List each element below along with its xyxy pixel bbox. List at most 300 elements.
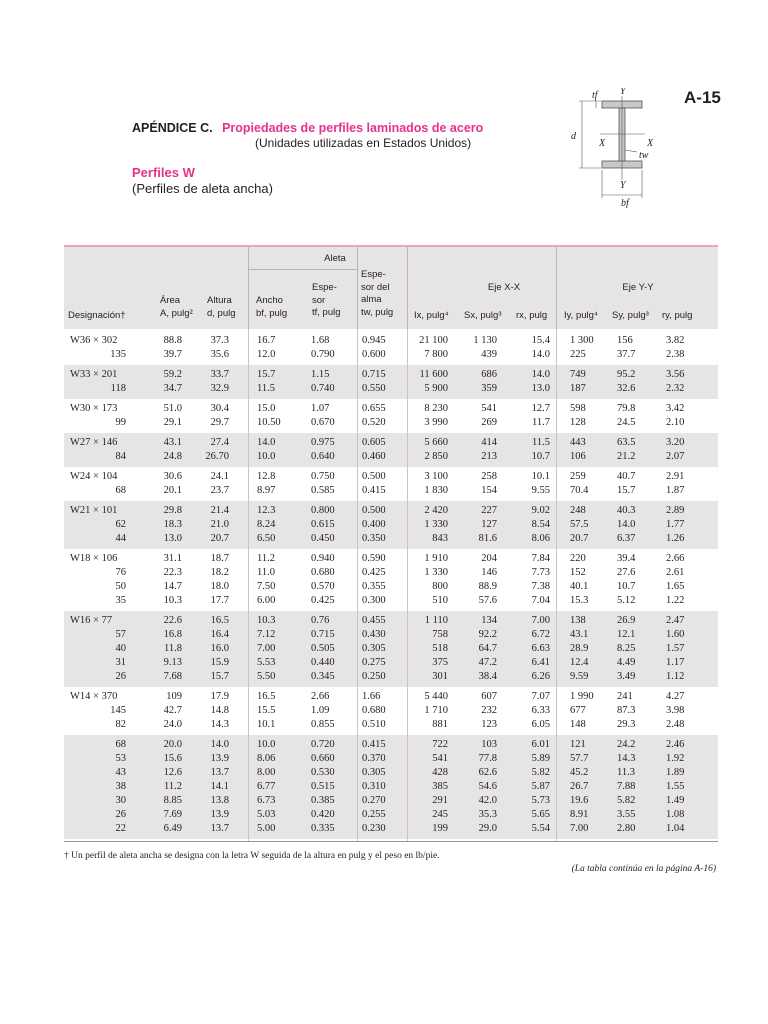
table-cell: 510 [432, 595, 448, 606]
header-altura: Altura d, pulg [207, 295, 236, 319]
table-cell: 2 420 [424, 505, 448, 516]
table-cell: 677 [570, 705, 586, 716]
table-cell: 11.3 [617, 767, 635, 778]
table-cell: 0.855 [311, 719, 335, 730]
designation-cell: 68 [115, 485, 126, 496]
table-cell: 14.0 [617, 519, 636, 530]
table-cell: 0.450 [311, 533, 335, 544]
table-cell: 5.82 [617, 795, 636, 806]
table-row [64, 436, 718, 450]
table-cell: 0.425 [311, 595, 335, 606]
table-cell: 3 100 [424, 471, 448, 482]
table-cell: 0.305 [362, 767, 386, 778]
table-row [64, 416, 718, 430]
aleta-rule [249, 269, 357, 270]
table-cell: 15.7 [257, 369, 276, 380]
table-cell: 0.550 [362, 383, 386, 394]
table-cell: 22.6 [163, 615, 182, 626]
table-cell: 0.945 [362, 335, 386, 346]
table-row [64, 766, 718, 780]
units-note: (Unidades utilizadas en Estados Unidos) [255, 136, 472, 150]
table-cell: 14.7 [163, 581, 182, 592]
header-designacion: Designación† [68, 310, 126, 321]
header-rx: rx, pulg [516, 310, 548, 321]
table-row [64, 368, 718, 382]
table-cell: 54.6 [478, 781, 497, 792]
table-cell: 14.3 [210, 719, 229, 730]
table-cell: 1.49 [666, 795, 685, 806]
table-cell: 1.15 [311, 369, 330, 380]
appendix-title: Propiedades de perfiles laminados de acero [222, 121, 484, 135]
table-row [64, 656, 718, 670]
table-cell: 88.8 [163, 335, 182, 346]
table-cell: 1 130 [473, 335, 497, 346]
table-row [64, 580, 718, 594]
table-cell: 0.975 [311, 437, 335, 448]
table-cell: 1 830 [424, 485, 448, 496]
table-cell: 0.715 [362, 369, 386, 380]
page-number: A-15 [684, 88, 721, 107]
table-cell: 1.22 [666, 595, 685, 606]
table-cell: 17.7 [210, 595, 229, 606]
table-cell: 1 330 [424, 567, 448, 578]
table-cell: 10.1 [257, 719, 276, 730]
table-cell: 40.1 [570, 581, 589, 592]
table-cell: 2.66 [666, 553, 685, 564]
table-cell: 843 [432, 533, 448, 544]
table-cell: 5.87 [531, 781, 550, 792]
table-cell: 64.7 [478, 643, 497, 654]
table-cell: 6.50 [257, 533, 276, 544]
table-cell: 14.0 [210, 739, 229, 750]
table-cell: 13.0 [163, 533, 182, 544]
table-cell: 4.27 [666, 691, 685, 702]
table-cell: 1.68 [311, 335, 330, 346]
row-group [64, 365, 718, 399]
row-group [64, 735, 718, 839]
table-cell: 6.73 [257, 795, 276, 806]
table-cell: 8 230 [424, 403, 448, 414]
designation-cell: W21 × 101 [70, 505, 118, 516]
table-cell: 0.500 [362, 471, 386, 482]
appendix-label: APÉNDICE C. [132, 121, 213, 135]
table-cell: 103 [481, 739, 497, 750]
table-cell: 245 [432, 809, 448, 820]
table-cell: 5.54 [531, 823, 550, 834]
table-cell: 12.4 [570, 657, 589, 668]
table-cell: 39.7 [163, 349, 182, 360]
designation-cell: 35 [115, 595, 126, 606]
designation-cell: 84 [115, 451, 126, 462]
table-cell: 13.8 [210, 795, 229, 806]
table-row [64, 704, 718, 718]
table-cell: 57.6 [478, 595, 497, 606]
table-cell: 37.7 [617, 349, 636, 360]
table-cell: 1 990 [570, 691, 594, 702]
table-row [64, 752, 718, 766]
table-row [64, 642, 718, 656]
table-cell: 15.4 [531, 335, 550, 346]
table-cell: 5.12 [617, 595, 636, 606]
row-group [64, 611, 718, 687]
table-cell: 541 [432, 753, 448, 764]
table-cell: 199 [432, 823, 448, 834]
table-cell: 12.8 [257, 471, 276, 482]
table-cell: 11.7 [532, 417, 550, 428]
table-cell: 2.61 [666, 567, 685, 578]
table-cell: 79.8 [617, 403, 636, 414]
table-cell: 18.0 [210, 581, 229, 592]
table-cell: 301 [432, 671, 448, 682]
table-cell: 607 [481, 691, 497, 702]
table-cell: 0.750 [311, 471, 335, 482]
table-cell: 686 [481, 369, 497, 380]
table-cell: 152 [570, 567, 586, 578]
designation-cell: W16 × 77 [70, 615, 113, 626]
table-cell: 1 910 [424, 553, 448, 564]
table-cell: 15.5 [257, 705, 276, 716]
table-cell: 3.42 [666, 403, 685, 414]
table-row [64, 822, 718, 836]
table-cell: 29.0 [478, 823, 497, 834]
table-cell: 16.0 [210, 643, 229, 654]
table-cell: 18.2 [210, 567, 229, 578]
table-cell: 5.82 [531, 767, 550, 778]
table-cell: 414 [481, 437, 497, 448]
table-cell: 14.1 [210, 781, 229, 792]
table-row [64, 450, 718, 464]
table-cell: 1 110 [424, 615, 448, 626]
table-cell: 43.1 [570, 629, 589, 640]
table-row [64, 794, 718, 808]
table-cell: 11.2 [257, 553, 275, 564]
table-cell: 9.13 [163, 657, 182, 668]
header-alma: Espe- sor del alma tw, pulg [361, 269, 394, 318]
table-cell: 1.09 [311, 705, 330, 716]
table-cell: 0.420 [311, 809, 335, 820]
table-cell: 10.1 [531, 471, 550, 482]
table-cell: 26.70 [205, 451, 229, 462]
table-row [64, 808, 718, 822]
table-cell: 146 [481, 567, 497, 578]
table-cell: 0.530 [311, 767, 335, 778]
table-cell: 258 [481, 471, 497, 482]
table-cell: 6.05 [531, 719, 550, 730]
footnote: † Un perfil de aleta ancha se designa con la letra W seguida de la altura en pulg y el peso en lb/pie. [64, 851, 440, 861]
table-cell: 6.26 [531, 671, 550, 682]
table-cell: 0.335 [311, 823, 335, 834]
table-cell: 24.2 [617, 739, 636, 750]
table-cell: 57.5 [570, 519, 589, 530]
table-cell: 2.80 [617, 823, 636, 834]
table-bottom-rule [64, 841, 718, 842]
table-cell: 14.8 [210, 705, 229, 716]
table-cell: 7.73 [531, 567, 550, 578]
table-cell: 16.8 [163, 629, 182, 640]
table-cell: 35.3 [478, 809, 497, 820]
y-bottom-label: Y [620, 180, 626, 191]
x-left-label: X [599, 138, 606, 149]
table-cell: 2.46 [666, 739, 685, 750]
table-row [64, 566, 718, 580]
table-cell: 0.505 [311, 643, 335, 654]
table-cell: 21.4 [210, 505, 229, 516]
table-cell: 518 [432, 643, 448, 654]
y-top-label: Y [620, 88, 626, 97]
table-cell: 0.940 [311, 553, 335, 564]
table-cell: 24.1 [210, 471, 229, 482]
table-cell: 8.91 [570, 809, 589, 820]
table-cell: 34.7 [163, 383, 182, 394]
table-cell: 1.57 [666, 643, 685, 654]
table-cell: 443 [570, 437, 586, 448]
table-cell: 26.7 [570, 781, 589, 792]
section-subtitle: (Perfiles de aleta ancha) [132, 181, 273, 196]
table-cell: 32.6 [617, 383, 636, 394]
d-label: d [571, 131, 576, 142]
table-cell: 14.0 [257, 437, 276, 448]
table-cell: 32.9 [210, 383, 229, 394]
table-cell: 0.500 [362, 505, 386, 516]
table-cell: 0.305 [362, 643, 386, 654]
table-cell: 1.26 [666, 533, 685, 544]
table-cell: 0.275 [362, 657, 386, 668]
table-cell: 27.6 [617, 567, 636, 578]
table-cell: 0.715 [311, 629, 335, 640]
table-cell: 1.60 [666, 629, 685, 640]
table-cell: 92.2 [478, 629, 497, 640]
section-title: Perfiles W [132, 165, 195, 180]
designation-cell: 22 [115, 823, 126, 834]
header-espesor: Espe- sor tf, pulg [312, 282, 341, 318]
table-header [64, 247, 718, 329]
table-cell: 8.25 [617, 643, 636, 654]
designation-cell: 99 [115, 417, 126, 428]
table-cell: 39.4 [617, 553, 636, 564]
table-cell: 8.00 [257, 767, 276, 778]
table-cell: 2.89 [666, 505, 685, 516]
table-cell: 7.50 [257, 581, 276, 592]
table-cell: 6.41 [531, 657, 550, 668]
table-cell: 11.8 [164, 643, 182, 654]
table-cell: 8.97 [257, 485, 276, 496]
table-cell: 22.3 [163, 567, 182, 578]
table-cell: 128 [570, 417, 586, 428]
table-cell: 9.02 [531, 505, 550, 516]
table-row [64, 518, 718, 532]
table-cell: 1.89 [666, 767, 685, 778]
table-cell: 3.56 [666, 369, 685, 380]
table-cell: 204 [481, 553, 497, 564]
table-row [64, 670, 718, 684]
table-cell: 2.66 [311, 691, 330, 702]
row-group [64, 433, 718, 467]
table-cell: 2.47 [666, 615, 685, 626]
table-cell: 2.38 [666, 349, 685, 360]
row-group [64, 467, 718, 501]
table-cell: 2.32 [666, 383, 685, 394]
table-cell: 12.1 [617, 629, 636, 640]
table-cell: 1.17 [666, 657, 685, 668]
table-cell: 8.24 [257, 519, 276, 530]
table-row [64, 382, 718, 396]
table-cell: 0.615 [311, 519, 335, 530]
table-cell: 0.605 [362, 437, 386, 448]
designation-cell: 31 [115, 657, 126, 668]
col-sep-aleta [248, 329, 249, 841]
table-cell: 121 [570, 739, 586, 750]
table-cell: 1.04 [666, 823, 685, 834]
designation-cell: 118 [110, 383, 126, 394]
table-cell: 6.63 [531, 643, 550, 654]
table-cell: 21.2 [617, 451, 636, 462]
table-cell: 15.6 [163, 753, 182, 764]
designation-cell: W33 × 201 [70, 369, 118, 380]
table-cell: 0.310 [362, 781, 386, 792]
table-row [64, 470, 718, 484]
table-cell: 16.5 [257, 691, 276, 702]
table-row [64, 334, 718, 348]
table-cell: 385 [432, 781, 448, 792]
table-cell: 6.49 [163, 823, 182, 834]
table-cell: 24.0 [163, 719, 182, 730]
table-row [64, 628, 718, 642]
row-group [64, 687, 718, 735]
table-cell: 598 [570, 403, 586, 414]
table-cell: 13.9 [210, 809, 229, 820]
table-cell: 722 [432, 739, 448, 750]
table-cell: 8.06 [531, 533, 550, 544]
table-cell: 375 [432, 657, 448, 668]
table-cell: 40.7 [617, 471, 636, 482]
table-cell: 0.585 [311, 485, 335, 496]
table-cell: 20.1 [163, 485, 182, 496]
table-cell: 20.7 [570, 533, 589, 544]
table-cell: 213 [481, 451, 497, 462]
designation-cell: 53 [115, 753, 126, 764]
table-cell: 2.48 [666, 719, 685, 730]
table-cell: 10.7 [617, 581, 636, 592]
table-cell: 106 [570, 451, 586, 462]
table-cell: 29.8 [163, 505, 182, 516]
table-cell: 5.89 [531, 753, 550, 764]
table-cell: 28.9 [570, 643, 589, 654]
table-cell: 0.510 [362, 719, 386, 730]
col-sep-alma [357, 329, 358, 841]
table-cell: 7 800 [424, 349, 448, 360]
table-cell: 18.7 [210, 553, 229, 564]
table-cell: 10.0 [257, 451, 276, 462]
designation-cell: 44 [115, 533, 126, 544]
table-row [64, 532, 718, 546]
table-cell: 5.73 [531, 795, 550, 806]
table-cell: 17.9 [210, 691, 229, 702]
table-cell: 0.520 [362, 417, 386, 428]
table-cell: 0.230 [362, 823, 386, 834]
table-cell: 0.350 [362, 533, 386, 544]
designation-cell: 26 [115, 671, 126, 682]
designation-cell: 57 [115, 629, 126, 640]
table-cell: 0.455 [362, 615, 386, 626]
table-cell: 0.250 [362, 671, 386, 682]
table-cell: 0.600 [362, 349, 386, 360]
table-cell: 13.0 [531, 383, 550, 394]
table-cell: 18.3 [163, 519, 182, 530]
table-cell: 38.4 [478, 671, 497, 682]
table-cell: 20.7 [210, 533, 229, 544]
table-row [64, 738, 718, 752]
table-row [64, 690, 718, 704]
table-cell: 0.400 [362, 519, 386, 530]
header-ix: Ix, pulg⁴ [414, 310, 449, 321]
designation-cell: 50 [115, 581, 126, 592]
table-cell: 0.440 [311, 657, 335, 668]
appendix-heading [132, 121, 483, 135]
table-cell: 7.38 [531, 581, 550, 592]
table-cell: 123 [481, 719, 497, 730]
designation-cell: 43 [115, 767, 126, 778]
table-cell: 24.8 [163, 451, 182, 462]
table-cell: 13.7 [210, 823, 229, 834]
table-cell: 0.680 [362, 705, 386, 716]
row-group [64, 501, 718, 549]
designation-cell: W36 × 302 [70, 335, 118, 346]
table-cell: 10.50 [257, 417, 281, 428]
table-cell: 29.1 [163, 417, 182, 428]
table-cell: 0.425 [362, 567, 386, 578]
table-cell: 1.65 [666, 581, 685, 592]
table-cell: 0.385 [311, 795, 335, 806]
table-cell: 9.55 [531, 485, 550, 496]
table-cell: 51.0 [163, 403, 182, 414]
table-cell: 220 [570, 553, 586, 564]
table-cell: 2.91 [666, 471, 685, 482]
table-cell: 45.2 [570, 767, 589, 778]
table-cell: 7.00 [531, 615, 550, 626]
table-cell: 11.5 [257, 383, 275, 394]
table-cell: 0.590 [362, 553, 386, 564]
table-cell: 134 [481, 615, 497, 626]
table-cell: 5.00 [257, 823, 276, 834]
table-cell: 148 [570, 719, 586, 730]
table-cell: 8.06 [257, 753, 276, 764]
table-row [64, 718, 718, 732]
table-cell: 758 [432, 629, 448, 640]
table-row [64, 484, 718, 498]
table-cell: 59.2 [163, 369, 182, 380]
header-aleta: Aleta [324, 253, 346, 264]
table-cell: 70.4 [570, 485, 589, 496]
table-cell: 0.460 [362, 451, 386, 462]
table-cell: 37.3 [210, 335, 229, 346]
table-cell: 21.0 [210, 519, 229, 530]
table-cell: 7.00 [257, 643, 276, 654]
table-cell: 1.12 [666, 671, 685, 682]
x-right-label: X [647, 138, 654, 149]
table-cell: 62.6 [478, 767, 497, 778]
table-cell: 87.3 [617, 705, 636, 716]
table-cell: 20.0 [163, 739, 182, 750]
header-ry: ry, pulg [662, 310, 693, 321]
designation-cell: 38 [115, 781, 126, 792]
table-cell: 225 [570, 349, 586, 360]
table-cell: 15.7 [617, 485, 636, 496]
table-cell: 0.670 [311, 417, 335, 428]
table-cell: 24.5 [617, 417, 636, 428]
table-cell: 2.10 [666, 417, 685, 428]
table-cell: 7.12 [257, 629, 276, 640]
table-cell: 3.98 [666, 705, 685, 716]
